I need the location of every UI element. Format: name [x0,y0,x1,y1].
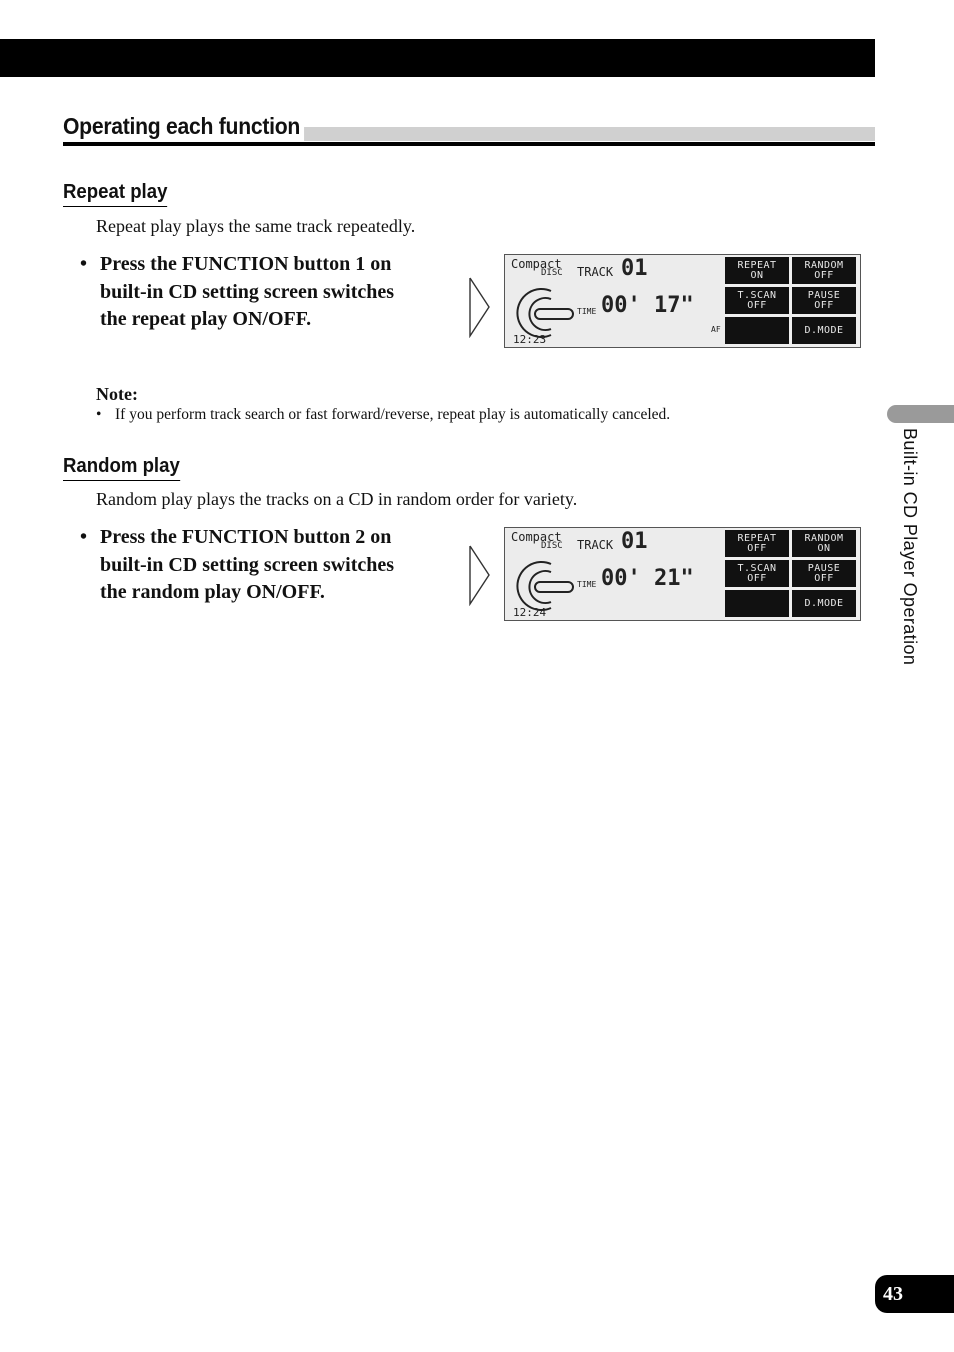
random-play-intro: Random play plays the tracks on a CD in random order for variety. [96,489,578,509]
clock: 12:23 [513,333,547,346]
time-label: TIME [577,580,597,589]
empty-function-button[interactable] [725,590,789,617]
track-number: 01 [621,256,648,281]
time-label: TIME [577,307,597,316]
dmode-function-button[interactable]: D.MODE [792,317,856,344]
lcd-function-grid [725,257,858,345]
arrow-right-icon [468,276,492,338]
pause-function-button[interactable]: PAUSE OFF [792,560,856,587]
repeat-play-step [80,251,420,334]
lcd-info-panel [505,528,725,620]
note-bullet: • [96,406,102,423]
repeat-function-button[interactable]: REPEAT OFF [725,530,789,557]
repeat-lcd-screen [504,254,861,348]
lcd-function-grid [725,530,858,618]
side-chapter-label: Built-in CD Player Operation [900,428,920,666]
compact-disc-logo: Compact [511,530,562,544]
track-label: TRACK [577,265,614,279]
note-item [96,405,670,425]
clock: 12:24 [513,606,547,619]
header-bar [0,39,875,77]
disc-logo-text: DISC [541,268,563,278]
tscan-function-button[interactable]: T.SCAN OFF [725,287,789,314]
step-text: Press the FUNCTION button 1 on built-in CD setting screen switches the repeat play ON/OFF. [100,253,395,330]
compact-disc-logo: Compact [511,257,562,271]
heading-rule [63,142,875,146]
lcd-info-panel [505,255,725,347]
random-play-step [80,524,420,607]
random-lcd-screen [504,527,861,621]
af-indicator: AF [711,325,721,334]
arrow-right-icon [468,544,492,606]
section-heading [63,110,875,148]
random-function-button[interactable]: RANDOM OFF [792,257,856,284]
elapsed-time: 00' 21" [601,566,694,591]
step-bullet: • [80,253,88,275]
note-title: Note: [96,384,138,404]
page-number: 43 [875,1275,954,1313]
track-label: TRACK [577,538,614,552]
disc-logo-text: DISC [541,541,563,551]
tscan-function-button[interactable]: T.SCAN OFF [725,560,789,587]
step-bullet: • [80,526,88,548]
step-text: Press the FUNCTION button 2 on built-in CD setting screen switches the random play ON/OFF. [100,526,395,603]
repeat-play-heading: Repeat play [63,179,167,207]
note-text: If you perform track search or fast forward/reverse, repeat play is automatically canceled. [115,406,671,423]
track-number: 01 [621,529,648,554]
elapsed-time: 00' 17" [601,293,694,318]
random-function-button[interactable]: RANDOM ON [792,530,856,557]
empty-function-button[interactable] [725,317,789,344]
repeat-play-intro: Repeat play plays the same track repeatedly. [96,216,416,236]
dmode-function-button[interactable]: D.MODE [792,590,856,617]
section-title: Operating each function [63,111,304,141]
disc-icon [511,558,575,612]
side-tab-marker [887,405,954,423]
pause-function-button[interactable]: PAUSE OFF [792,287,856,314]
random-play-heading: Random play [63,453,180,481]
disc-icon [511,285,575,339]
repeat-function-button[interactable]: REPEAT ON [725,257,789,284]
